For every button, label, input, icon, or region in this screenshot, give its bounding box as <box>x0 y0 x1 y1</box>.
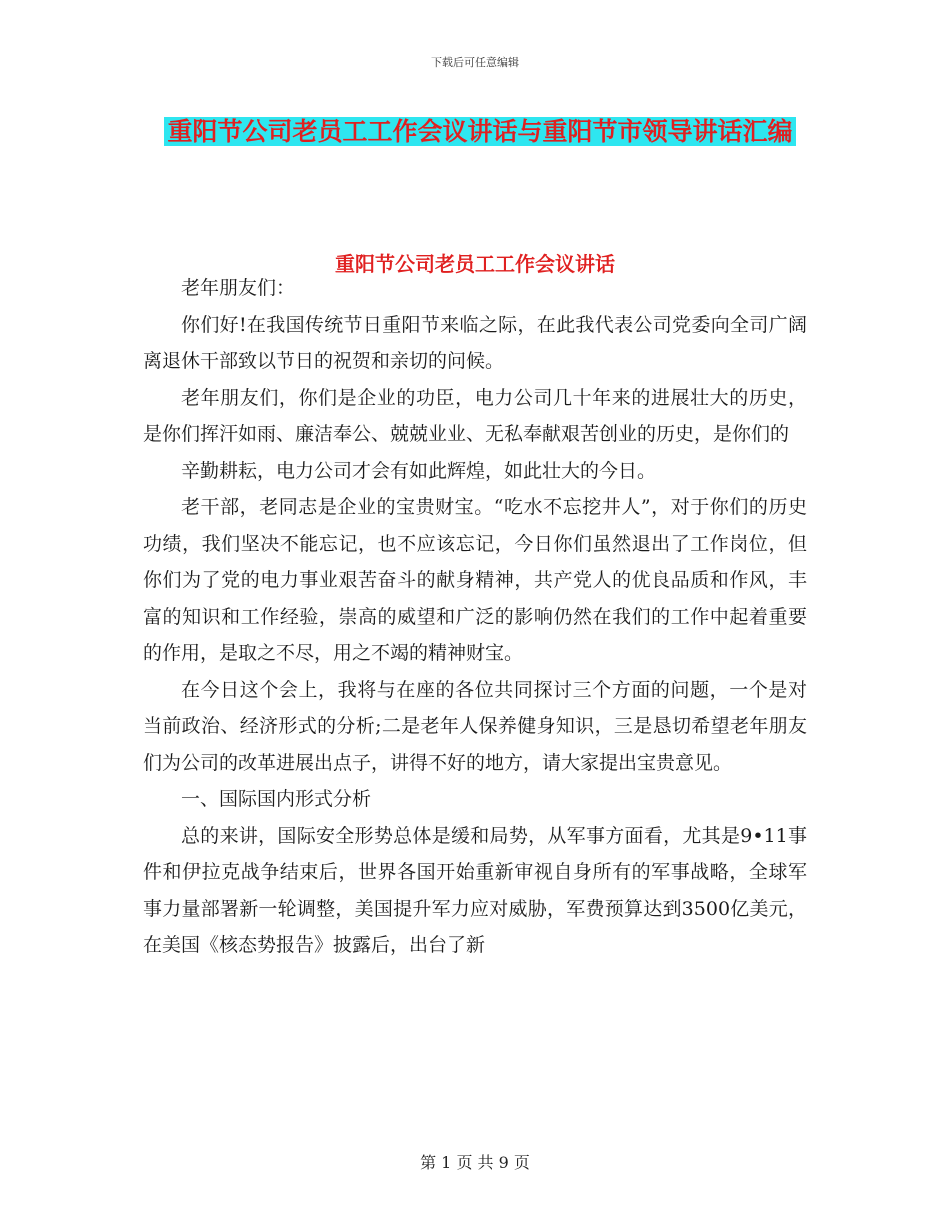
paragraph: 辛勤耕耘，电力公司才会有如此辉煌，如此壮大的今日。 <box>181 459 657 482</box>
paragraph: 老年朋友们，你们是企业的功臣，电力公司几十年来的进展壮大的历史，是你们挥汗如雨、廉洁奉公、兢兢业业、无私奉献艰苦创业的历史，是你们的 <box>143 386 807 445</box>
body-text <box>143 270 807 964</box>
paragraph: 你们好!在我国传统节日重阳节来临之际，在此我代表公司党委向全司广阔离退休干部致以节日的祝贺和亲切的问候。 <box>143 313 807 372</box>
section-title: 重阳节公司老员工工作会议讲话 <box>335 252 615 276</box>
paragraph: 在今日这个会上，我将与在座的各位共同探讨三个方面的问题，一个是对当前政治、经济形式的分析;二是老年人保养健身知识，三是恳切希望老年朋友们为公司的改革进展出点子，讲得不好的地方，请大家提出宝贵意见。 <box>143 678 807 774</box>
document-title <box>140 110 820 154</box>
page-number: 第 1 页 共 9 页 <box>420 1153 530 1172</box>
document-title-text: 重阳节公司老员工工作会议讲话与重阳节市领导讲话汇编 <box>164 117 795 146</box>
header-note: 下载后可任意编辑 <box>431 56 519 69</box>
paragraph: 老干部，老同志是企业的宝贵财宝。“吃水不忘挖井人”，对于你们的历史功绩，我们坚决不能忘记，也不应该忘记，今日你们虽然退出了工作岗位，但你们为了党的电力事业艰苦奋斗的献身精神，共产党人的优良品质和作风，丰富的知识和工作经验，崇高的威望和广泛的影响仍然在我们的工作中起着重要的作用，是取之不尽，用之不竭的精神财宝。 <box>143 496 807 664</box>
paragraph: 总的来讲，国际安全形势总体是缓和局势，从军事方面看，尤其是9•11事件和伊拉克战争结束后，世界各国开始重新审视自身所有的军事战略，全球军事力量部署新一轮调整，美国提升军力应对威胁，军费预算达到3500亿美元，在美国《核态势报告》披露后，出台了新 <box>143 824 807 956</box>
paragraph: 老年朋友们： <box>181 277 296 299</box>
paragraph: 一、国际国内形式分析 <box>181 788 372 810</box>
